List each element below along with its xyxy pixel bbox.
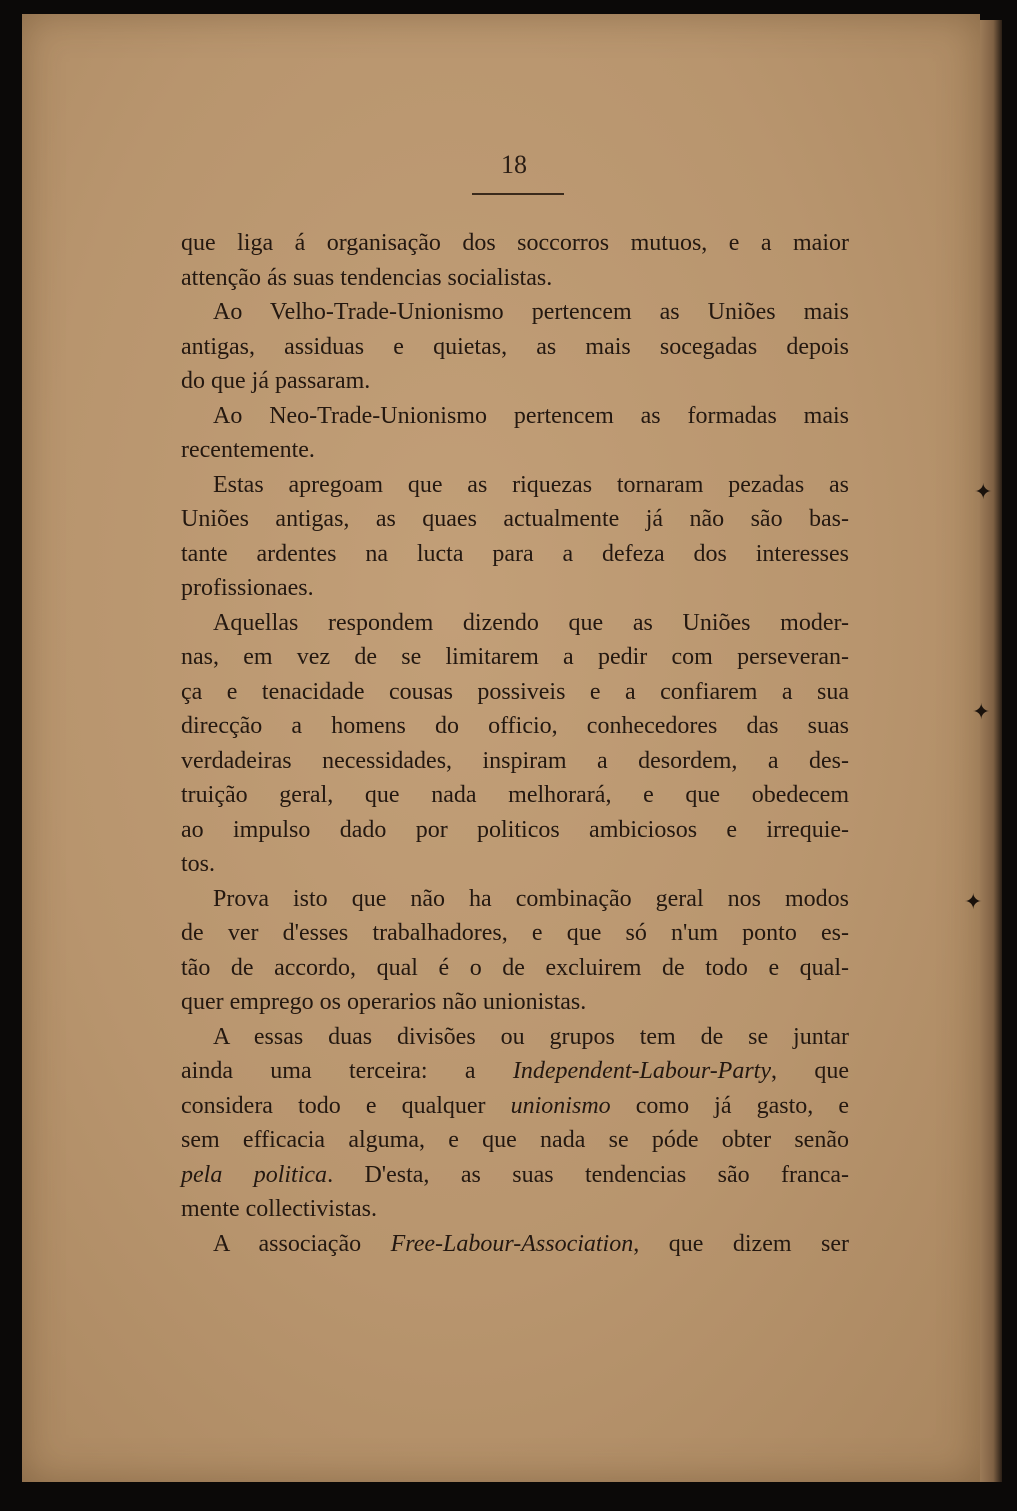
text-line: ça e tenacidade cousas possiveis e a confiarem a sua	[181, 678, 849, 705]
text-line: attenção ás suas tendencias socialistas.	[181, 264, 553, 291]
header-rule	[472, 193, 564, 195]
text-line: Ao Velho-Trade-Unionismo pertencem as Uniões mais	[213, 299, 849, 325]
text-line: considera todo e qualquer unionismo como já gasto, e	[181, 1092, 849, 1119]
text-line: do que já passaram.	[181, 368, 371, 394]
text-line: quer emprego os operarios não unionistas.	[181, 989, 587, 1015]
text-line: ao impulso dado por politicos ambiciosos e irrequie-	[181, 816, 849, 843]
text-line: verdadeiras necessidades, inspiram a desordem, a des-	[181, 747, 849, 774]
text-line: Prova isto que não ha combinação geral nos modos	[213, 885, 849, 912]
italic-term: unionismo	[510, 1092, 611, 1119]
text-line: recentemente.	[181, 437, 315, 463]
text-line: Estas apregoam que as riquezas tornaram pezadas as	[213, 471, 849, 498]
italic-term: Free-Labour-Association	[390, 1230, 634, 1257]
text-line: A essas duas divisões ou grupos tem de se juntar	[213, 1023, 849, 1050]
text-line: que liga á organisação dos soccorros mutuos, e a maior	[181, 230, 849, 256]
text-line: A associação Free-Labour-Association, que dizem ser	[213, 1230, 850, 1257]
page-edge	[964, 20, 1002, 1482]
text-line: pela politica. D'esta, as suas tendencias são franca-	[181, 1161, 849, 1188]
text-line: Uniões antigas, as quaes actualmente já não são bas-	[181, 506, 849, 532]
text-line: tante ardentes na lucta para a defeza dos interesses	[181, 540, 849, 567]
edge-mark: ✦	[972, 700, 991, 725]
text-line: tos.	[181, 851, 216, 877]
text-line: truição geral, que nada melhorará, e que obedecem	[181, 782, 849, 808]
text-line: direcção a homens do officio, conhecedores das suas	[181, 713, 849, 739]
edge-mark: ✦	[964, 890, 983, 915]
text-line: nas, em vez de se limitarem a pedir com perseveran-	[181, 644, 849, 670]
text-line: de ver d'esses trabalhadores, e que só n'um ponto es-	[181, 920, 849, 946]
body-text	[181, 226, 849, 1261]
italic-term: pela politica	[181, 1161, 328, 1188]
text-line: sem efficacia alguma, e que nada se póde obter senão	[181, 1127, 849, 1153]
text-line: ainda uma terceira: a Independent-Labour-Party, que	[181, 1058, 849, 1084]
page-number: 18	[501, 150, 527, 179]
text-line: Ao Neo-Trade-Unionismo pertencem as formadas mais	[213, 402, 849, 429]
text-line: antigas, assiduas e quietas, as mais socegadas depois	[181, 333, 849, 360]
text-line: mente collectivistas.	[181, 1196, 377, 1222]
edge-mark: ✦	[974, 480, 993, 505]
text-line: profissionaes.	[181, 575, 314, 601]
italic-term: Independent-Labour-Party	[512, 1058, 772, 1084]
text-line: Aquellas respondem dizendo que as Uniões moder-	[213, 609, 849, 636]
text-line: tão de accordo, qual é o de excluirem de todo e qual-	[181, 954, 849, 981]
paragraph-lines	[181, 226, 849, 1020]
